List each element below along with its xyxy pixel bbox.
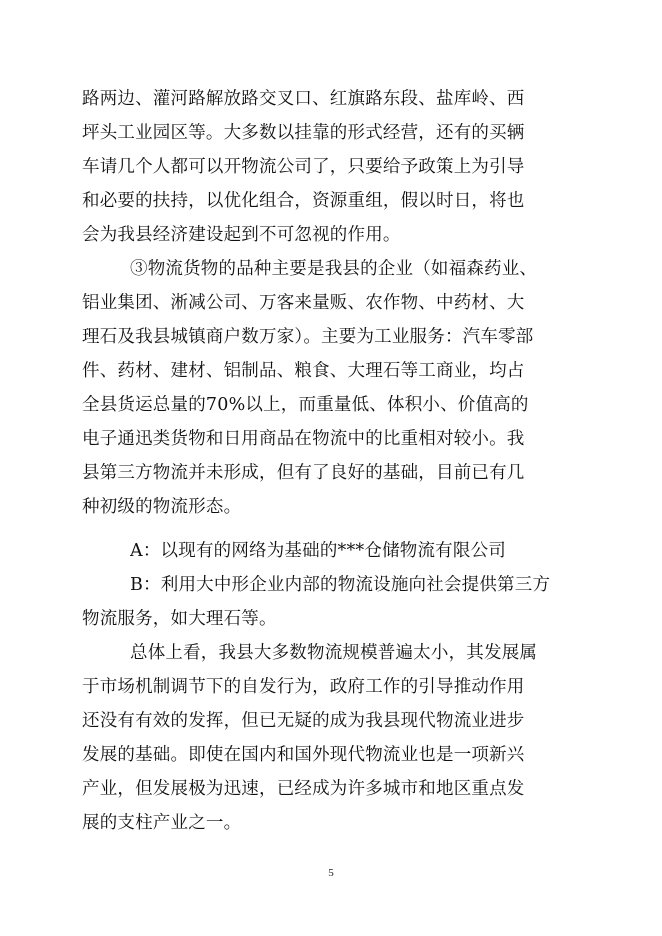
text-line-8: 理石及我县城镇商户数万家）。主要为工业服务：汽车零部	[82, 327, 534, 347]
text-line-3: 车请几个人都可以开物流公司了，只要给予政策上为引导	[82, 157, 525, 177]
text-line-11: 电子通迅类货物和日用商品在物流中的比重相对较小。我	[82, 429, 525, 449]
text-line-6: ③物流货物的品种主要是我县的企业（如福森药业、	[130, 259, 538, 279]
text-line-19: 还没有有效的发挥，但已无疑的成为我县现代物流业进步	[82, 711, 525, 731]
text-line-12: 县第三方物流并未形成，但有了良好的基础，目前已有几	[82, 463, 525, 483]
text-line-20: 发展的基础。即使在国内和国外现代物流业也是一项新兴	[82, 745, 525, 765]
text-line-14: A：以现有的网络为基础的***仓储物流有限公司	[130, 541, 506, 561]
text-line-16: 物流服务，如大理石等。	[82, 609, 277, 629]
text-line-5: 会为我县经济建设起到不可忽视的作用。	[82, 225, 401, 245]
text-line-9: 件、药材、建材、铝制品、粮食、大理石等工商业，均占	[82, 361, 525, 381]
text-line-17: 总体上看，我县大多数物流规模普遍太小，其发展属	[130, 643, 538, 663]
text-line-15: B：利用大中形企业内部的物流设施向社会提供第三方	[130, 575, 551, 595]
page-number: 5	[328, 867, 334, 879]
text-line-13: 种初级的物流形态。	[82, 497, 242, 517]
text-line-18: 于市场机制调节下的自发行为，政府工作的引导推动作用	[82, 677, 525, 697]
text-line-10: 全县货运总量的70%以上，而重量低、体积小、价值高的	[82, 395, 529, 415]
text-line-1: 路两边、灌河路解放路交叉口、红旗路东段、盐库岭、西	[82, 89, 525, 109]
text-line-4: 和必要的扶持，以优化组合，资源重组，假以时日，将也	[82, 191, 525, 211]
text-line-7: 铝业集团、淅减公司、万客来量贩、农作物、中药材、大	[82, 293, 525, 313]
text-line-2: 坪头工业园区等。大多数以挂靠的形式经营，还有的买辆	[82, 123, 525, 143]
text-line-22: 展的支柱产业之一。	[82, 813, 242, 833]
text-line-21: 产业，但发展极为迅速，已经成为许多城市和地区重点发	[82, 779, 525, 799]
